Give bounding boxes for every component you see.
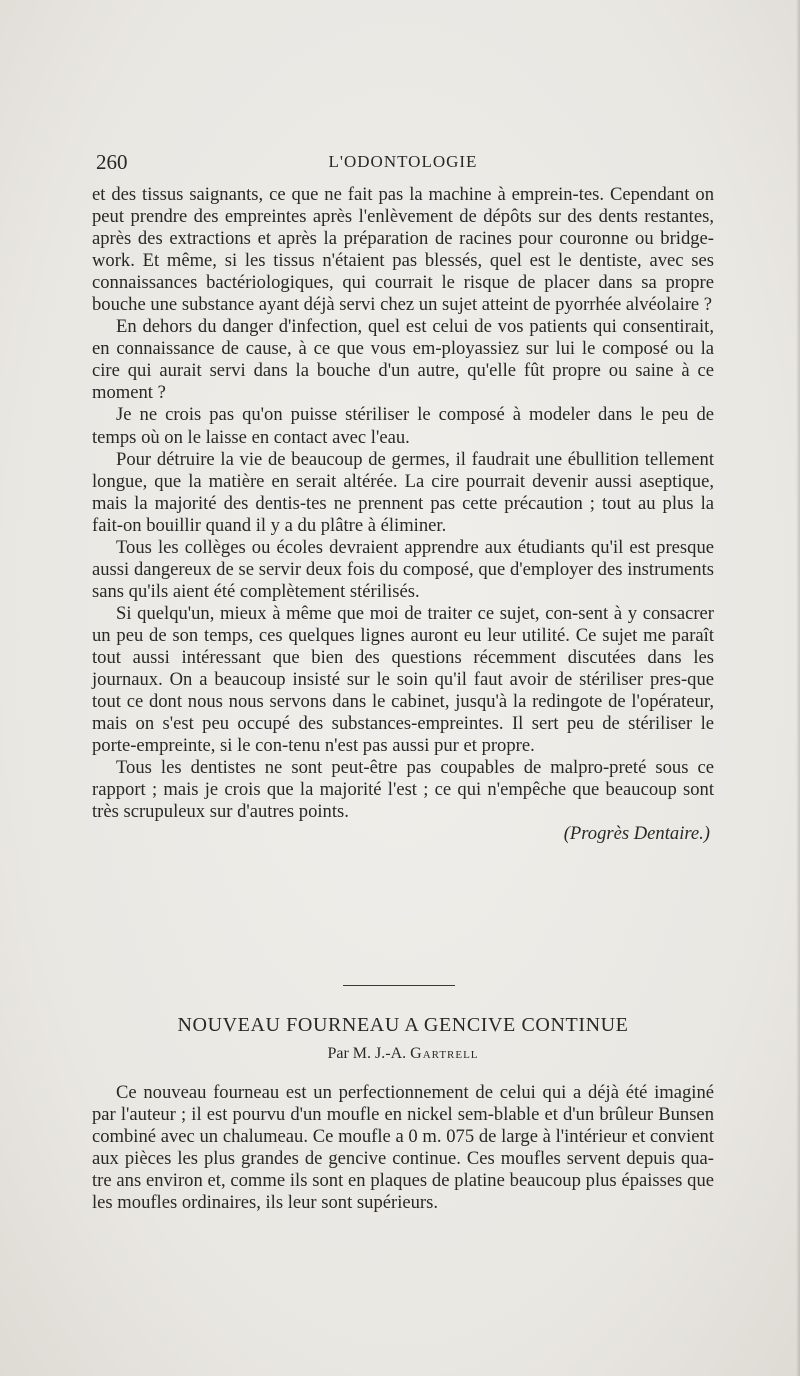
body-paragraph: Si quelqu'un, mieux à même que moi de traiter ce sujet, con-sent à y consacrer un peu de son temps, ces quelques lignes auront eu leur utilité. Ce sujet me paraît tout aussi intéressant que bien des questions récemment discutées dans les journaux. On a beaucoup insisté sur le soin qu'il faut avoir de stériliser pres-que tout ce dont nous nous servons dans le cabinet, jusqu'à la redingote de l'opérateur, mais on s'est peu occupé des substances-empreintes. Il sert peu de stériliser le porte-empreinte, si le con-tenu n'est pas aussi pur et propre. bbox=[92, 602, 714, 757]
body-paragraph: En dehors du danger d'infection, quel est celui de vos patients qui consentirait, en connaissance de cause, à ce que vous em-ployassiez sur lui le composé ou la cire qui aurait servi dans la bouche d'un autre, qu'elle fût propre ou saine à ce moment ? bbox=[92, 316, 714, 404]
byline bbox=[92, 1045, 714, 1063]
section-divider bbox=[343, 985, 455, 986]
body-paragraph: Pour détruire la vie de beaucoup de germes, il faudrait une ébullition tellement longue, que la matière en serait altérée. La cire pourrait devenir aussi aseptique, mais la majorité des dentis-tes ne prennent pas cette précaution ; tout au plus la fait-on bouillir quand il y a du plâtre à éliminer. bbox=[92, 448, 714, 536]
author-name: Gartrell bbox=[410, 1045, 479, 1062]
section-title: NOUVEAU FOURNEAU A GENCIVE CONTINUE bbox=[177, 1014, 629, 1036]
page-number: 260 bbox=[96, 150, 128, 174]
source-citation: (Progrès Dentaire.) bbox=[563, 823, 710, 845]
body-paragraph: Je ne crois pas qu'on puisse stériliser le composé à modeler dans le peu de temps où on le laisse en contact avec l'eau. bbox=[92, 404, 714, 448]
section-paragraph: Ce nouveau fourneau est un perfectionnement de celui qui a déjà été imaginé par l'auteur ; il est pourvu d'un moufle en nickel sem-blable et d'un brûleur Bunsen combiné avec un chalumeau. Ce moufle a 0 m. 075 de large à l'intérieur et convient aux pièces les plus grandes de gencive continue. Ces moufles servent depuis qua-tre ans environ et, comme ils sont en plaques de platine beaucoup plus épaisses que les moufles ordinaires, ils leur sont supérieurs. bbox=[92, 1082, 714, 1214]
body-paragraph: Tous les dentistes ne sont peut-être pas coupables de malpro-preté sous ce rapport ; mais je crois que la majorité l'est ; ce qui n'empêche que beaucoup sont très scrupuleux sur d'autres points. bbox=[92, 757, 714, 823]
section-body bbox=[92, 1082, 714, 1214]
byline-prefix: Par M. J.-A. bbox=[327, 1045, 407, 1062]
article-body bbox=[92, 184, 714, 845]
body-paragraph: Tous les collèges ou écoles devraient apprendre aux étudiants qu'il est presque aussi dangereux de se servir deux fois du composé, que d'employer des instruments sans qu'ils aient été complètement stérilisés. bbox=[92, 536, 714, 602]
page-header bbox=[96, 150, 710, 180]
scan-edge-shadow bbox=[796, 0, 800, 1376]
running-head: L'ODONTOLOGIE bbox=[328, 152, 478, 171]
body-paragraph: et des tissus saignants, ce que ne fait pas la machine à emprein-tes. Cependant on peut prendre des empreintes après l'enlèvement de dépôts sur des dents restantes, après des extractions et après la préparation de racines pour couronne ou bridge-work. Et même, si les tissus n'étaient pas blessés, quel est le dentiste, avec ses connaissances bactériologiques, qui courrait le risque de placer dans sa propre bouche une substance ayant déjà servi chez un sujet atteint de pyorrhée alvéolaire ? bbox=[92, 184, 714, 316]
